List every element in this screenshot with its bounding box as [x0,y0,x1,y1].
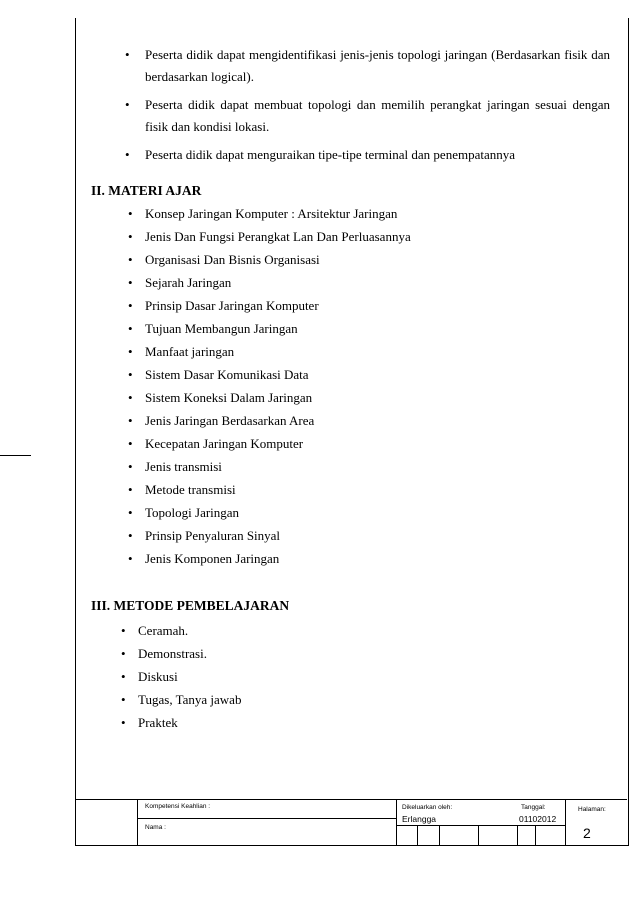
materi-item: • Manfaat jaringan [128,340,411,363]
footer-box [439,825,476,845]
materi-item: • Jenis Jaringan Berdasarkan Area [128,409,411,432]
objective-item: • Peserta didik dapat mengidentifikasi jenis-jenis topologi jaringan (Berdasarkan fisik dan berdasarkan logical). [125,44,610,88]
materi-item: • Jenis Komponen Jaringan [128,547,411,570]
materi-item: • Kecepatan Jaringan Komputer [128,432,411,455]
metode-item: • Praktek [121,711,241,734]
dikeluarkan-label: Dikeluarkan oleh: [402,804,453,811]
materi-ajar-heading: II. MATERI AJAR [91,183,202,198]
margin-mark [0,455,31,456]
materi-item: • Sejarah Jaringan [128,271,411,294]
footer-box [478,825,515,845]
halaman-label: Halaman: [578,806,606,813]
materi-item: • Sistem Dasar Komunikasi Data [128,363,411,386]
materi-item: • Organisasi Dan Bisnis Organisasi [128,248,411,271]
page-number: 2 [583,825,591,841]
nama-label: Nama : [145,824,166,831]
materi-item: • Konsep Jaringan Komputer : Arsitektur Jaringan [128,202,411,225]
tanggal-label: Tanggal: [521,804,546,811]
kompetensi-label: Kompetensi Keahlian : [145,803,211,810]
objectives-list [125,44,610,172]
materi-item: • Metode transmisi [128,478,411,501]
tanggal-value: 01102012 [519,814,557,824]
footer-table [75,799,627,846]
metode-list [121,619,241,734]
materi-item: • Prinsip Dasar Jaringan Komputer [128,294,411,317]
metode-item: • Demonstrasi. [121,642,241,665]
materi-item: • Prinsip Penyaluran Sinyal [128,524,411,547]
materi-item: • Tujuan Membangun Jaringan [128,317,411,340]
objective-item: • Peserta didik dapat menguraikan tipe-tipe terminal dan penempatannya [125,144,610,166]
metode-item: • Tugas, Tanya jawab [121,688,241,711]
materi-item: • Jenis transmisi [128,455,411,478]
materi-item: • Sistem Koneksi Dalam Jaringan [128,386,411,409]
metode-item: • Diskusi [121,665,241,688]
metode-item: • Ceramah. [121,619,241,642]
materi-item: • Jenis Dan Fungsi Perangkat Lan Dan Perluasannya [128,225,411,248]
footer-box [535,825,572,845]
dikeluarkan-value: Erlangga [402,814,437,824]
metode-heading: III. METODE PEMBELAJARAN [91,598,290,613]
objective-item: • Peserta didik dapat membuat topologi dan memilih perangkat jaringan sesuai dengan fisik dan kondisi lokasi. [125,94,610,138]
materi-ajar-list [128,202,411,570]
materi-item: • Topologi Jaringan [128,501,411,524]
